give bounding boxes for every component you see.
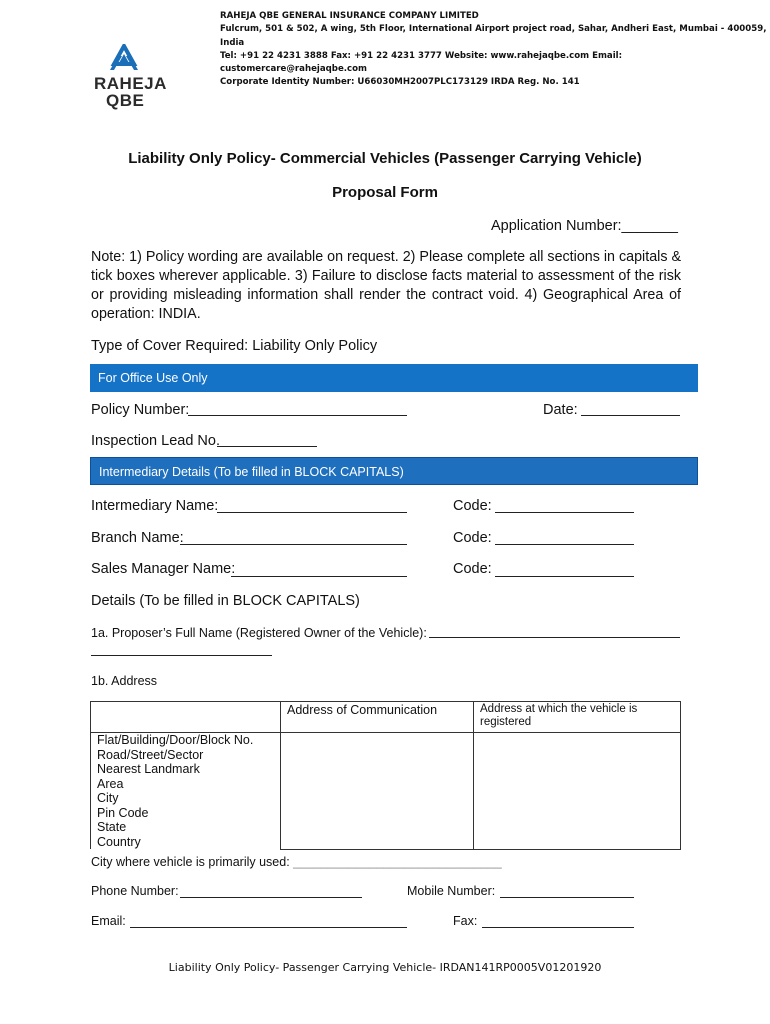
note-text: Note: 1) Policy wording are available on request. 2) Please complete all sections in capitals & tick boxes wherever applicable. 3) Failure to disclose facts material to assessment of the risk or providing misleading information shall render the contract void. 4) Geographical Area of operation: INDIA. [91,249,681,322]
policy-number-label: Policy Number: [91,402,190,418]
policy-number-field[interactable] [188,415,407,416]
date-label: Date: [543,402,578,418]
address-table [90,701,681,850]
company-address: Fulcrum, 501 & 502, A wing, 5th Floor, International Airport project road, Sahar, Andheri East, Mumbai - 400059, India [220,24,767,48]
office-use-heading: For Office Use Only [90,364,698,392]
address-label: 1b. Address [91,674,158,688]
application-number: Application Number:_______ [490,218,678,234]
address-table-corner [91,702,281,733]
company-name: RAHEJA QBE GENERAL INSURANCE COMPANY LIMITED [220,11,479,21]
company-header [220,10,770,90]
intermediary-name-label: Intermediary Name: [91,498,219,514]
details-heading: Details (To be filled in BLOCK CAPITALS) [91,593,360,609]
mobile-number-field[interactable] [500,897,634,898]
address-row-labels [91,733,281,850]
branch-name-label: Branch Name: [91,530,184,546]
intermediary-code-field[interactable] [495,512,634,513]
raheja-qbe-logo-icon [88,44,160,76]
company-contact: Tel: +91 22 4231 3888 Fax: +91 22 4231 3777 Website: www.rahejaqbe.com Email: customercare@rahejaqbe.com [220,50,623,75]
phone-number-field[interactable] [180,897,362,898]
mobile-number-label: Mobile Number: [407,884,496,898]
inspection-lead-field[interactable] [217,446,317,447]
sales-manager-code-field[interactable] [495,576,634,577]
form-title: Liability Only Policy- Commercial Vehicles (Passenger Carrying Vehicle) [128,150,642,167]
address-comm-header: Address of Communication [281,702,474,733]
proposer-name-field-continued[interactable] [91,655,272,656]
email-label: Email: [91,914,126,928]
row-pincode-label: Pin Code [97,805,149,820]
branch-code-field[interactable] [495,544,634,545]
date-field[interactable] [581,415,680,416]
row-country-label: Country [97,834,141,849]
intermediary-code-label: Code: [453,498,492,514]
intermediary-heading: Intermediary Details (To be filled in BLOCK CAPITALS) [90,457,698,485]
branch-name-field[interactable] [180,544,407,545]
phone-number-label: Phone Number: [91,884,179,898]
city-primary-text: City where vehicle is primarily used: [91,855,290,869]
row-area-label: Area [97,776,124,791]
branch-code-label: Code: [453,530,492,546]
fax-field[interactable] [482,927,634,928]
city-primary-field[interactable]: ______________________________ [293,855,502,869]
address-reg-field[interactable] [474,733,681,850]
sales-manager-label: Sales Manager Name: [91,561,236,577]
email-field[interactable] [130,927,407,928]
row-city-label: City [97,791,119,805]
page-footer: Liability Only Policy- Passenger Carrying Vehicle- IRDAN141RP0005V01201920 [168,961,602,974]
company-cin: Corporate Identity Number: U66030MH2007PLC173129 IRDA Reg. No. 141 [220,77,580,88]
sales-manager-field[interactable] [231,576,407,577]
cover-type: Type of Cover Required: Liability Only Policy [91,338,378,354]
inspection-lead-label: Inspection Lead No. [91,433,220,449]
logo-word-qbe: QBE [106,91,145,110]
row-road-label: Road/Street/Sector [97,747,204,762]
row-state-label: State [97,820,127,834]
fax-label: Fax: [453,914,478,928]
sales-manager-code-label: Code: [453,561,492,577]
intermediary-name-field[interactable] [217,512,407,513]
proposer-name-field[interactable] [429,637,680,638]
logo-word-raheja: RAHEJA [94,74,167,93]
raheja-qbe-logo [88,44,167,112]
city-primary-label [91,855,502,869]
address-reg-header: Address at which the vehicle is registered [474,702,681,733]
row-landmark-label: Nearest Landmark [97,762,200,776]
row-flat-label: Flat/Building/Door/Block No. [97,733,254,747]
proposer-name-label: 1a. Proposer’s Full Name (Registered Owner of the Vehicle): [91,626,427,640]
address-comm-field[interactable] [281,733,474,850]
address-table-header [91,702,681,733]
table-row [91,733,681,850]
form-subtitle: Proposal Form [332,184,438,201]
